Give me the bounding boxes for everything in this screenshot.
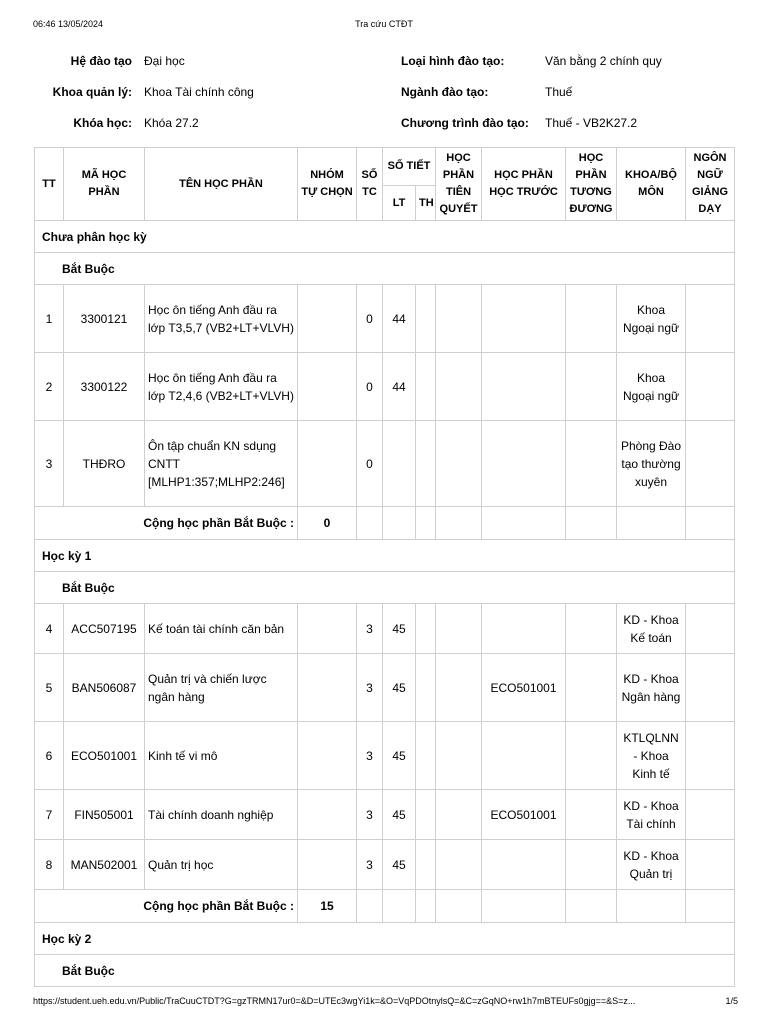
summary-label: Cộng học phần Bắt Buộc : <box>35 507 298 540</box>
cell-so-tc: 0 <box>357 353 383 421</box>
summary-row <box>35 507 735 540</box>
summary-empty-cell <box>416 507 436 540</box>
cell-khoa-bo-mon: Khoa Ngoại ngữ <box>617 285 686 353</box>
cell-ten-hoc-phan: Tài chính doanh nghiệp <box>145 790 298 840</box>
summary-empty-cell <box>482 507 566 540</box>
summary-empty-cell <box>566 890 617 923</box>
cell-ngon-ngu <box>686 285 735 353</box>
cell-tuong-duong <box>566 421 617 507</box>
summary-value: 0 <box>298 507 357 540</box>
cell-nhom <box>298 722 357 790</box>
he-dao-tao-label: Hệ đào tạo <box>70 54 132 68</box>
cell-tt: 7 <box>35 790 64 840</box>
cell-ngon-ngu <box>686 722 735 790</box>
col-header-ngon-ngu: NGÔN NGỮ GIẢNG DẠY <box>686 148 735 221</box>
col-header-khoa-bo-mon: KHOA/BỘ MÔN <box>617 148 686 221</box>
cell-th <box>416 421 436 507</box>
cell-tuong-duong <box>566 722 617 790</box>
cell-ten-hoc-phan: Ôn tập chuẩn KN sdụng CNTT [MLHP1:357;MLHP2:246] <box>145 421 298 507</box>
summary-empty-cell <box>617 890 686 923</box>
cell-hoc-truoc <box>482 421 566 507</box>
table-row <box>35 722 735 790</box>
summary-row <box>35 890 735 923</box>
cell-ten-hoc-phan: Kế toán tài chính căn bản <box>145 604 298 654</box>
cell-tt: 2 <box>35 353 64 421</box>
cell-so-tc: 3 <box>357 654 383 722</box>
nganh-label: Ngành đào tạo: <box>401 85 489 99</box>
loai-hinh-value: Văn bằng 2 chính quy <box>545 54 662 68</box>
cell-ma-hoc-phan: 3300122 <box>64 353 145 421</box>
cell-tien-quyet <box>436 722 482 790</box>
cell-so-tc: 3 <box>357 790 383 840</box>
cell-khoa-bo-mon: KD - Khoa Quản trị <box>617 840 686 890</box>
cell-ma-hoc-phan: BAN506087 <box>64 654 145 722</box>
cell-lt: 44 <box>383 353 416 421</box>
page-number: 1/5 <box>725 996 738 1006</box>
cell-tt: 1 <box>35 285 64 353</box>
cell-nhom <box>298 353 357 421</box>
col-header-lt: LT <box>383 186 416 221</box>
cell-khoa-bo-mon: KD - Khoa Kế toán <box>617 604 686 654</box>
chuong-trinh-label: Chương trình đào tạo: <box>401 116 529 130</box>
cell-hoc-truoc <box>482 840 566 890</box>
khoa-quan-ly-label: Khoa quản lý: <box>52 85 132 99</box>
chuong-trinh-value: Thuế - VB2K27.2 <box>545 116 638 130</box>
curriculum-table <box>34 147 735 987</box>
summary-empty-cell <box>436 890 482 923</box>
section-row <box>35 540 735 572</box>
cell-th <box>416 604 436 654</box>
group-row <box>35 572 735 604</box>
col-header-ma-hoc-phan: MÃ HỌC PHẦN <box>64 148 145 221</box>
print-datetime: 06:46 13/05/2024 <box>33 19 104 29</box>
cell-tien-quyet <box>436 654 482 722</box>
summary-empty-cell <box>383 507 416 540</box>
group-title: Bắt Buộc <box>35 253 735 285</box>
cell-ngon-ngu <box>686 790 735 840</box>
he-dao-tao-value: Đại học <box>144 54 185 68</box>
loai-hinh-label: Loại hình đào tạo: <box>401 54 505 68</box>
cell-ma-hoc-phan: ACC507195 <box>64 604 145 654</box>
cell-th <box>416 722 436 790</box>
cell-so-tc: 3 <box>357 604 383 654</box>
cell-th <box>416 353 436 421</box>
summary-empty-cell <box>357 507 383 540</box>
summary-empty-cell <box>686 890 735 923</box>
table-row <box>35 353 735 421</box>
cell-tt: 4 <box>35 604 64 654</box>
col-header-hoc-truoc: HỌC PHẦN HỌC TRƯỚC <box>482 148 566 221</box>
col-header-so-tc: SỐ TC <box>357 148 383 221</box>
cell-khoa-bo-mon: Phòng Đào tạo thường xuyên <box>617 421 686 507</box>
table-row <box>35 604 735 654</box>
cell-tien-quyet <box>436 790 482 840</box>
cell-ten-hoc-phan: Quản trị học <box>145 840 298 890</box>
cell-so-tc: 0 <box>357 285 383 353</box>
cell-ngon-ngu <box>686 840 735 890</box>
section-title: Học kỳ 1 <box>35 540 735 572</box>
cell-ten-hoc-phan: Học ôn tiếng Anh đầu ra lớp T2,4,6 (VB2+LT+VLVH) <box>145 353 298 421</box>
col-header-tt: TT <box>35 148 64 221</box>
cell-th <box>416 790 436 840</box>
cell-hoc-truoc: ECO501001 <box>482 790 566 840</box>
col-header-so-tiet: SỐ TIẾT <box>383 148 436 186</box>
cell-lt: 45 <box>383 604 416 654</box>
cell-tt: 8 <box>35 840 64 890</box>
cell-tuong-duong <box>566 790 617 840</box>
cell-khoa-bo-mon: KD - Khoa Tài chính <box>617 790 686 840</box>
cell-ma-hoc-phan: MAN502001 <box>64 840 145 890</box>
col-header-tuong-duong: HỌC PHẦN TƯƠNG ĐƯƠNG <box>566 148 617 221</box>
summary-empty-cell <box>617 507 686 540</box>
cell-nhom <box>298 421 357 507</box>
cell-hoc-truoc <box>482 722 566 790</box>
cell-khoa-bo-mon: KD - Khoa Ngân hàng <box>617 654 686 722</box>
cell-so-tc: 3 <box>357 840 383 890</box>
table-row <box>35 285 735 353</box>
print-page-title: Tra cứu CTĐT <box>355 19 413 29</box>
summary-empty-cell <box>383 890 416 923</box>
cell-tien-quyet <box>436 353 482 421</box>
group-row <box>35 955 735 987</box>
cell-ngon-ngu <box>686 654 735 722</box>
cell-tt: 3 <box>35 421 64 507</box>
cell-tuong-duong <box>566 654 617 722</box>
cell-ten-hoc-phan: Quản trị và chiến lược ngân hàng <box>145 654 298 722</box>
section-title: Chưa phân học kỳ <box>35 221 735 253</box>
cell-th <box>416 285 436 353</box>
cell-ten-hoc-phan: Học ôn tiếng Anh đầu ra lớp T3,5,7 (VB2+LT+VLVH) <box>145 285 298 353</box>
khoa-hoc-label: Khóa học: <box>73 116 132 130</box>
cell-lt: 45 <box>383 654 416 722</box>
group-title: Bắt Buộc <box>35 572 735 604</box>
section-row <box>35 221 735 253</box>
col-header-tien-quyet: HỌC PHẦN TIÊN QUYẾT <box>436 148 482 221</box>
cell-lt: 44 <box>383 285 416 353</box>
table-row <box>35 790 735 840</box>
table-row <box>35 654 735 722</box>
col-header-ten-hoc-phan: TÊN HỌC PHẦN <box>145 148 298 221</box>
cell-khoa-bo-mon: Khoa Ngoại ngữ <box>617 353 686 421</box>
summary-value: 15 <box>298 890 357 923</box>
summary-empty-cell <box>686 507 735 540</box>
cell-tuong-duong <box>566 604 617 654</box>
cell-so-tc: 3 <box>357 722 383 790</box>
cell-tuong-duong <box>566 353 617 421</box>
cell-nhom <box>298 654 357 722</box>
cell-khoa-bo-mon: KTLQLNN - Khoa Kinh tế <box>617 722 686 790</box>
summary-empty-cell <box>482 890 566 923</box>
cell-tuong-duong <box>566 285 617 353</box>
khoa-quan-ly-value: Khoa Tài chính công <box>144 85 254 99</box>
cell-th <box>416 840 436 890</box>
summary-empty-cell <box>416 890 436 923</box>
cell-nhom <box>298 840 357 890</box>
cell-ten-hoc-phan: Kinh tế vi mô <box>145 722 298 790</box>
summary-label: Cộng học phần Bắt Buộc : <box>35 890 298 923</box>
cell-th <box>416 654 436 722</box>
cell-ma-hoc-phan: 3300121 <box>64 285 145 353</box>
cell-tuong-duong <box>566 840 617 890</box>
cell-ngon-ngu <box>686 353 735 421</box>
section-title: Học kỳ 2 <box>35 923 735 955</box>
nganh-value: Thuế <box>545 85 573 99</box>
summary-empty-cell <box>357 890 383 923</box>
cell-ngon-ngu <box>686 421 735 507</box>
print-url: https://student.ueh.edu.vn/Public/TraCuuCTDT?G=gzTRMN17ur0=&D=UTEc3wgYi1k=&O=VqPDOtnylsQ=&C=zGqNO+rw1h7mBTEUFs0gjg==&S=z... <box>33 996 636 1006</box>
col-header-nhom-tu-chon: NHÓM TỰ CHỌN <box>298 148 357 221</box>
cell-hoc-truoc <box>482 604 566 654</box>
cell-nhom <box>298 285 357 353</box>
cell-so-tc: 0 <box>357 421 383 507</box>
cell-lt: 45 <box>383 722 416 790</box>
cell-tien-quyet <box>436 840 482 890</box>
cell-ma-hoc-phan: FIN505001 <box>64 790 145 840</box>
cell-tien-quyet <box>436 285 482 353</box>
cell-tien-quyet <box>436 604 482 654</box>
table-row <box>35 421 735 507</box>
cell-nhom <box>298 604 357 654</box>
khoa-hoc-value: Khóa 27.2 <box>144 116 199 130</box>
cell-tt: 5 <box>35 654 64 722</box>
cell-nhom <box>298 790 357 840</box>
cell-ngon-ngu <box>686 604 735 654</box>
cell-hoc-truoc <box>482 353 566 421</box>
cell-lt: 45 <box>383 840 416 890</box>
cell-tt: 6 <box>35 722 64 790</box>
group-title: Bắt Buộc <box>35 955 735 987</box>
table-row <box>35 840 735 890</box>
group-row <box>35 253 735 285</box>
cell-lt <box>383 421 416 507</box>
cell-lt: 45 <box>383 790 416 840</box>
col-header-th: TH <box>416 186 436 221</box>
cell-ma-hoc-phan: THĐRO <box>64 421 145 507</box>
cell-hoc-truoc <box>482 285 566 353</box>
cell-hoc-truoc: ECO501001 <box>482 654 566 722</box>
summary-empty-cell <box>436 507 482 540</box>
cell-tien-quyet <box>436 421 482 507</box>
section-row <box>35 923 735 955</box>
summary-empty-cell <box>566 507 617 540</box>
cell-ma-hoc-phan: ECO501001 <box>64 722 145 790</box>
